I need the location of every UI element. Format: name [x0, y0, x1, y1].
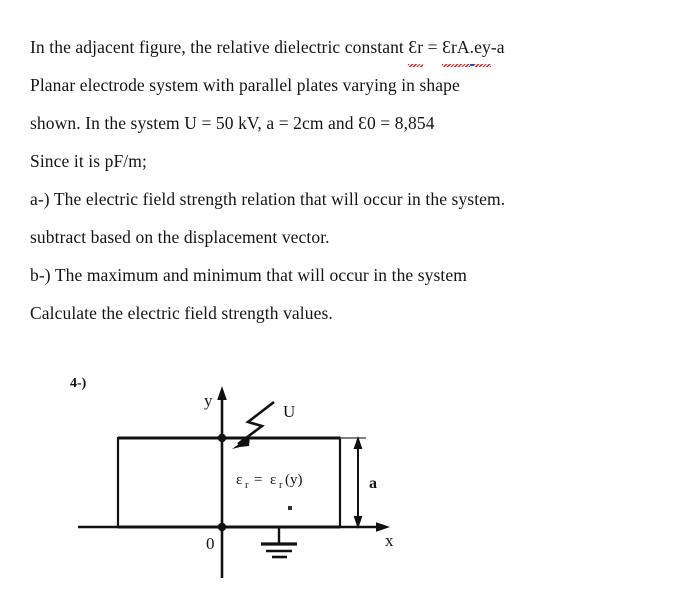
statement-line-1-seg-1: Ɛr: [408, 28, 423, 66]
dielectric-expr-rhs: ε: [270, 472, 277, 488]
electrode-system-diagram: [0, 360, 675, 615]
statement-line-8: Calculate the electric field strength values.: [30, 303, 333, 323]
top-plate-node: [218, 434, 226, 442]
statement-line-1-seg-2: =: [423, 37, 443, 57]
figure-number-label: 4-): [70, 376, 87, 391]
y-axis-arrowhead: [217, 386, 227, 400]
statement-line-7: b-) The maximum and minimum that will occur in the system: [30, 265, 467, 285]
dielectric-expr-equals: =: [254, 472, 263, 488]
statement-line-1-seg-0: In the adjacent figure, the relative dielectric constant: [30, 37, 409, 57]
scan-artifact-dot: [288, 506, 292, 510]
statement-line-5: a-) The electric field strength relation that will occur in the system.: [30, 189, 506, 209]
figure-container: [0, 360, 675, 615]
origin-node: [218, 523, 226, 531]
x-axis-label: x: [385, 531, 394, 550]
dielectric-expr-lhs: ε: [236, 472, 243, 488]
dielectric-expression: [236, 472, 303, 491]
problem-statement: [30, 28, 650, 332]
statement-line-1-seg-3: ƐrA: [442, 28, 470, 66]
statement-line-6: subtract based on the displacement vector.: [30, 227, 330, 247]
origin-label: 0: [206, 534, 215, 553]
gap-label: a: [369, 475, 377, 492]
statement-line-1: [30, 28, 650, 66]
lightning-arrow-icon: [232, 402, 274, 449]
dielectric-rectangle: [118, 438, 340, 527]
statement-line-4: Since it is pF/m;: [30, 151, 147, 171]
y-axis-label: y: [204, 391, 213, 410]
voltage-label: U: [283, 402, 296, 421]
statement-line-1-seg-4: .: [470, 28, 474, 66]
dielectric-expr-lhs-sub: r: [245, 480, 249, 491]
statement-line-2: Planar electrode system with parallel plates varying in shape: [30, 75, 460, 95]
statement-line-1-seg-5: ey: [474, 28, 491, 66]
ground-symbol: [261, 527, 297, 557]
statement-line-1-seg-6: -a: [490, 37, 505, 57]
dielectric-expr-arg: (y): [285, 472, 303, 488]
statement-line-3: shown. In the system U = 50 kV, a = 2cm and Ɛ0 = 8,854: [30, 113, 435, 133]
dielectric-expr-rhs-sub: r: [279, 480, 283, 491]
gap-dimension-arrow: [354, 436, 363, 529]
